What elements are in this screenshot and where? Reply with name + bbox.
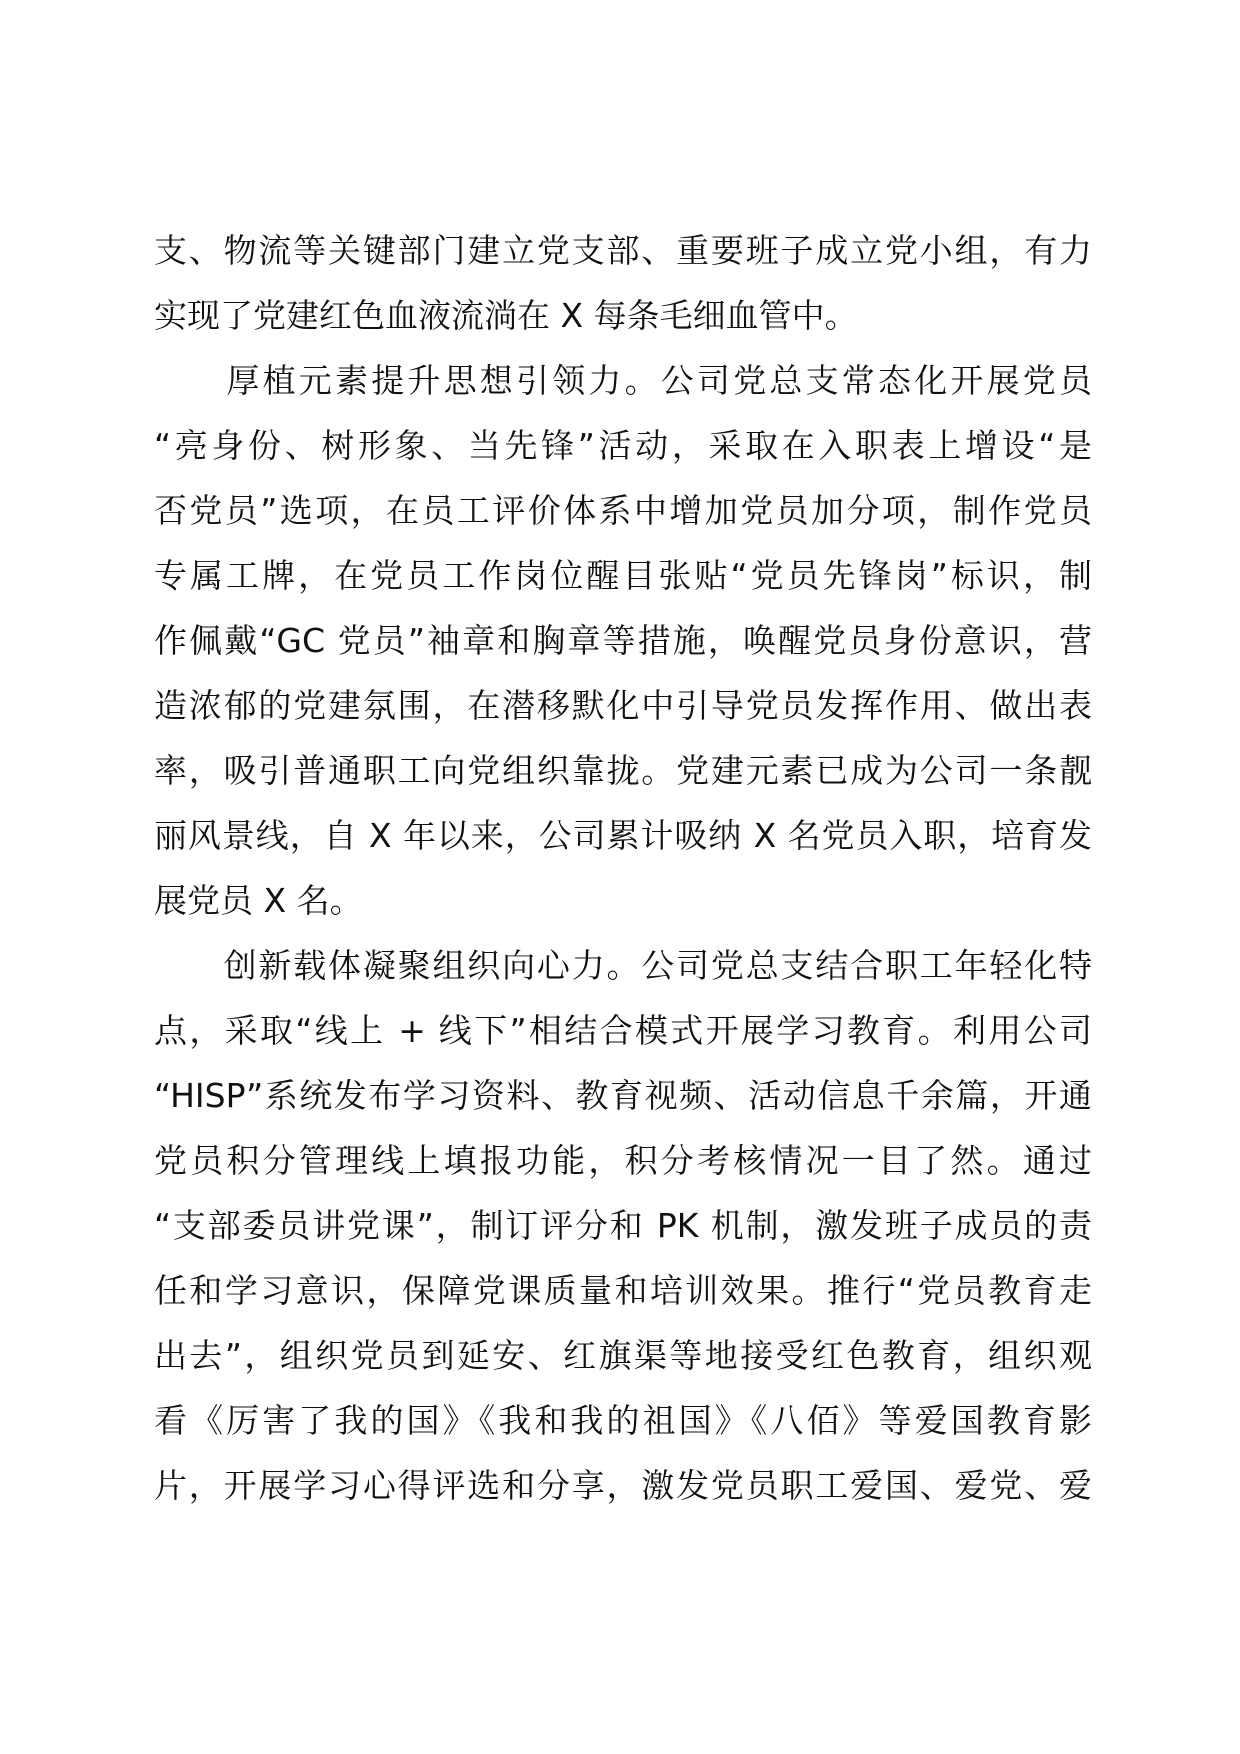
text-line: 创新载体凝聚组织向心力。公司党总支结合职工年轻化特	[154, 946, 1092, 985]
text-line: 出去”，组织党员到延安、红旗渠等地接受红色教育，组织观	[154, 1336, 1092, 1375]
text-line: 否党员”选项，在员工评价体系中增加党员加分项，制作党员	[154, 491, 1092, 530]
text-line: 片，开展学习心得评选和分享，激发党员职工爱国、爱党、爱	[154, 1466, 1092, 1505]
text-line: 点，采取“线上 + 线下”相结合模式开展学习教育。利用公司	[154, 1011, 1092, 1050]
text-line: 专属工牌，在党员工作岗位醒目张贴“党员先锋岗”标识，制	[154, 556, 1092, 595]
text-line: “亮身份、树形象、当先锋”活动，采取在入职表上增设“是	[154, 426, 1092, 465]
paragraph-2	[154, 348, 1092, 933]
body-text	[154, 218, 1092, 1518]
text-line: “支部委员讲党课”，制订评分和 PK 机制，激发班子成员的责	[154, 1206, 1092, 1245]
text-line: 看《厉害了我的国》《我和我的祖国》《八佰》等爱国教育影	[154, 1401, 1092, 1440]
text-line: 造浓郁的党建氛围，在潜移默化中引导党员发挥作用、做出表	[154, 686, 1092, 725]
text-line: 丽风景线，自 X 年以来，公司累计吸纳 X 名党员入职，培育发	[154, 816, 1092, 855]
paragraph-1	[154, 218, 1092, 348]
text-line: 党员积分管理线上填报功能，积分考核情况一目了然。通过	[154, 1141, 1092, 1180]
text-line: “HISP”系统发布学习资料、教育视频、活动信息千余篇，开通	[154, 1076, 1092, 1115]
text-line: 任和学习意识，保障党课质量和培训效果。推行“党员教育走	[154, 1271, 1092, 1310]
text-line: 展党员 X 名。	[154, 881, 363, 920]
text-line: 实现了党建红色血液流淌在 X 每条毛细血管中。	[154, 296, 858, 335]
paragraph-3	[154, 933, 1092, 1518]
text-line: 作佩戴“GC 党员”袖章和胸章等措施，唤醒党员身份意识，营	[154, 621, 1092, 660]
text-line: 率，吸引普通职工向党组织靠拢。党建元素已成为公司一条靓	[154, 751, 1092, 790]
text-line: 厚植元素提升思想引领力。公司党总支常态化开展党员	[154, 361, 1092, 400]
text-line: 支、物流等关键部门建立党支部、重要班子成立党小组，有力	[154, 231, 1092, 270]
